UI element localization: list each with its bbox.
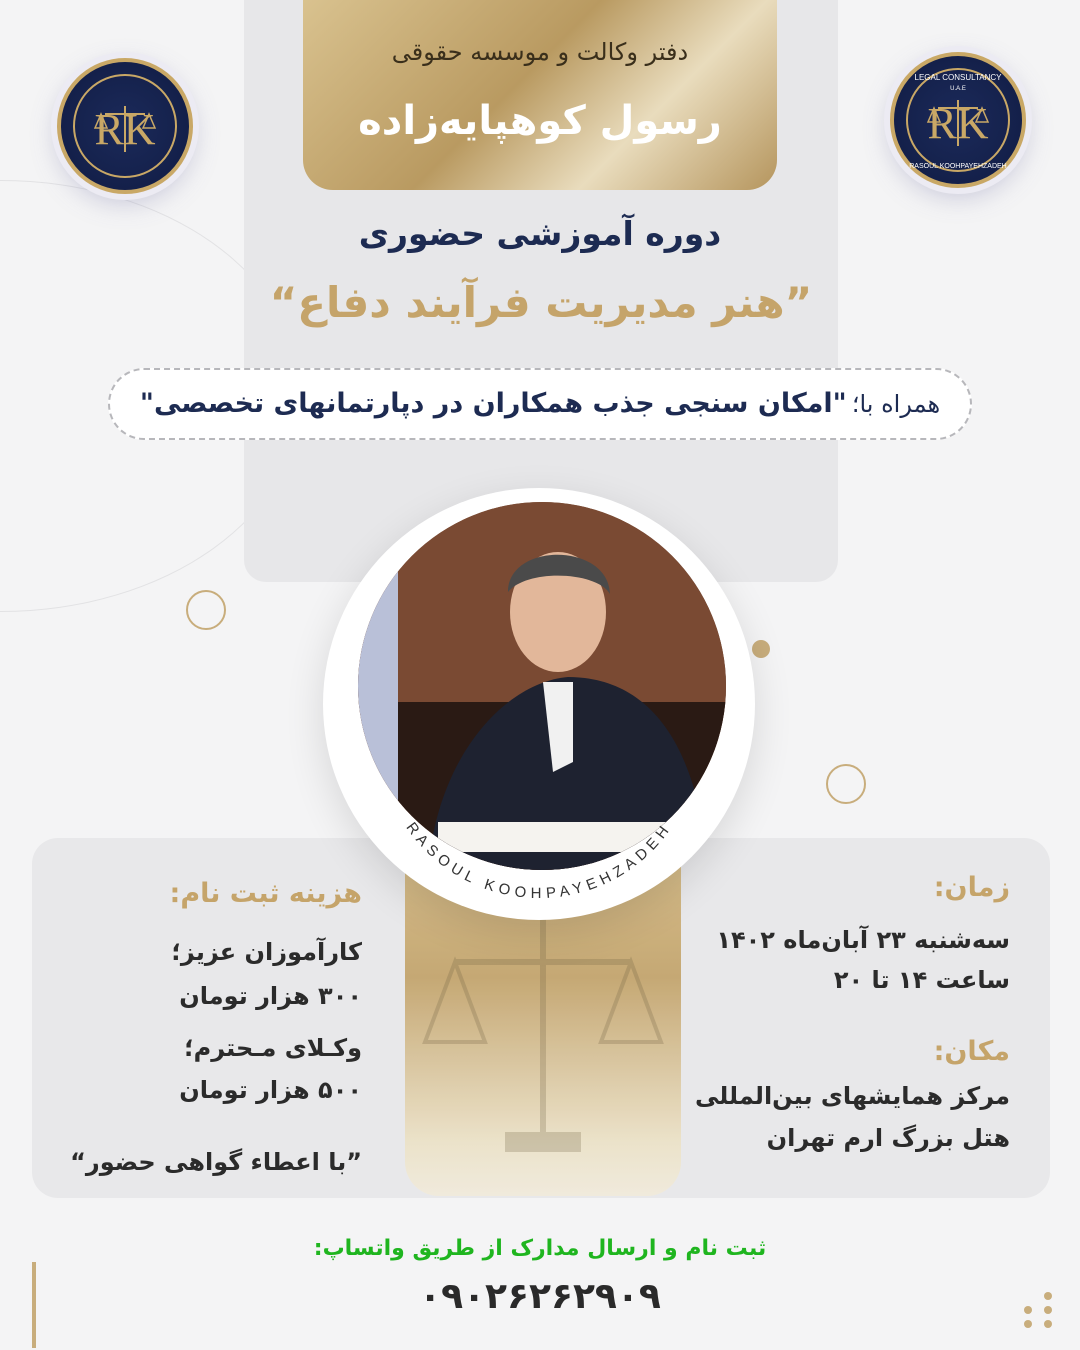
- corner-bar: [32, 1262, 36, 1348]
- logo-left: [57, 58, 193, 194]
- time-date: سه‌شنبه ۲۳ آبان‌ماه ۱۴۰۲: [716, 926, 1010, 954]
- fee-certificate: ”با اعطاء گواهی حضور“: [70, 1148, 362, 1176]
- corner-dot: [1024, 1320, 1032, 1328]
- svg-text:RK: RK: [927, 99, 989, 148]
- svg-text:RASOUL KOOHPAYEHZADEH: RASOUL KOOHPAYEHZADEH: [402, 819, 676, 903]
- corner-dot: [1024, 1306, 1032, 1314]
- svg-text:U.A.E: U.A.E: [950, 86, 966, 92]
- pill-value: "امکان سنجی جذب همکاران در دپارتمانهای تخصصی": [139, 388, 847, 419]
- office-line: دفتر وکالت و موسسه حقوقی: [391, 38, 689, 66]
- time-hours: ساعت ۱۴ تا ۲۰: [833, 966, 1010, 994]
- photo-arc-caption: [323, 488, 755, 920]
- pill-label: همراه با؛: [851, 390, 941, 418]
- place-line1: مرکز همایشهای بین‌المللی: [694, 1082, 1010, 1110]
- logo-right: [890, 52, 1026, 188]
- cta-label: ثبت نام و ارسال مدارک از طریق واتساپ:: [313, 1236, 767, 1261]
- title-card: [303, 0, 777, 190]
- brand-name: رسول کوهپایه‌زاده: [358, 98, 722, 144]
- corner-dot: [1044, 1292, 1052, 1300]
- corner-dot: [1044, 1306, 1052, 1314]
- bg-ring-small: [186, 590, 226, 630]
- fee-interns-price: ۳۰۰ هزار تومان: [179, 982, 362, 1010]
- course-type: دوره آموزشی حضوری: [358, 214, 722, 253]
- time-heading: زمان:: [933, 872, 1010, 903]
- svg-text:RK: RK: [94, 105, 156, 154]
- bg-ring-small: [826, 764, 866, 804]
- corner-dot: [1044, 1320, 1052, 1328]
- highlight-pill: [108, 368, 972, 440]
- scales-icon: [61, 62, 189, 190]
- cta-phone[interactable]: ۰۹۰۲۶۲۶۲۹۰۹: [419, 1276, 661, 1317]
- fee-heading: هزینه ثبت نام:: [169, 878, 362, 909]
- svg-text:RASOUL KOOHPAYEHZADEH: RASOUL KOOHPAYEHZADEH: [909, 163, 1007, 170]
- course-title: ”هنر مدیریت فرآیند دفاع“: [269, 278, 813, 327]
- place-line2: هتل بزرگ ارم تهران: [766, 1124, 1010, 1152]
- scales-icon: [894, 56, 1022, 184]
- svg-text:LEGAL CONSULTANCY: LEGAL CONSULTANCY: [914, 73, 1002, 82]
- fee-interns-label: کارآموزان عزیز؛: [171, 938, 362, 966]
- fee-lawyers-label: وکـلای مـحترم؛: [184, 1034, 362, 1062]
- place-heading: مکان:: [933, 1036, 1010, 1067]
- fee-lawyers-price: ۵۰۰ هزار تومان: [179, 1076, 362, 1104]
